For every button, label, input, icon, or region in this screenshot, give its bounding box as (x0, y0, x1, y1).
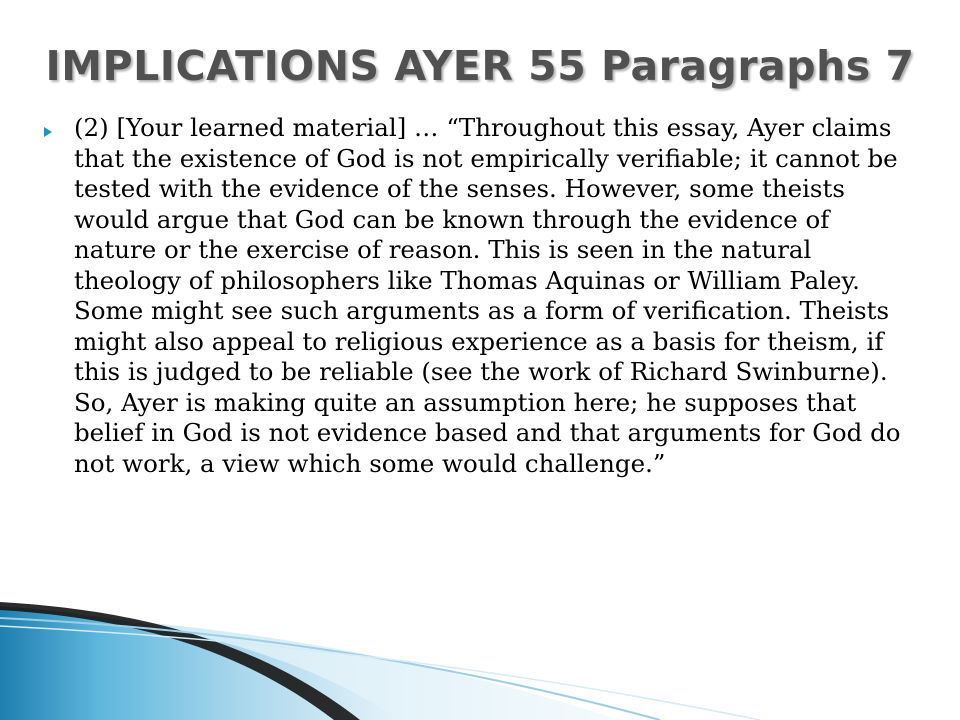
bullet-text: (2) [Your learned material] … “Throughout this essay, Ayer claims that the existence of God is not empirically verifiable; it cannot be tested with the evidence of the senses. However, some theists would argue that God can be known through the evidence of nature or the exercise of reason. This is seen in the natural theology of philosophers like Thomas Aquinas or William Paley. Some might see such arguments as a form of verification. Theists might also appeal to religious experience as a basis for theism, if this is judged to be reliable (see the work of Richard Swinburne). So, Ayer is making quite an assumption here; he supposes that belief in God is not evidence based and that arguments for God do not work, a view which some would challenge.” (74, 113, 901, 478)
triangle-bullet-icon (44, 127, 52, 137)
wave-decoration (0, 560, 960, 720)
slide-title: IMPLICATIONS AYER 55 Paragraphs 7 (45, 42, 915, 90)
